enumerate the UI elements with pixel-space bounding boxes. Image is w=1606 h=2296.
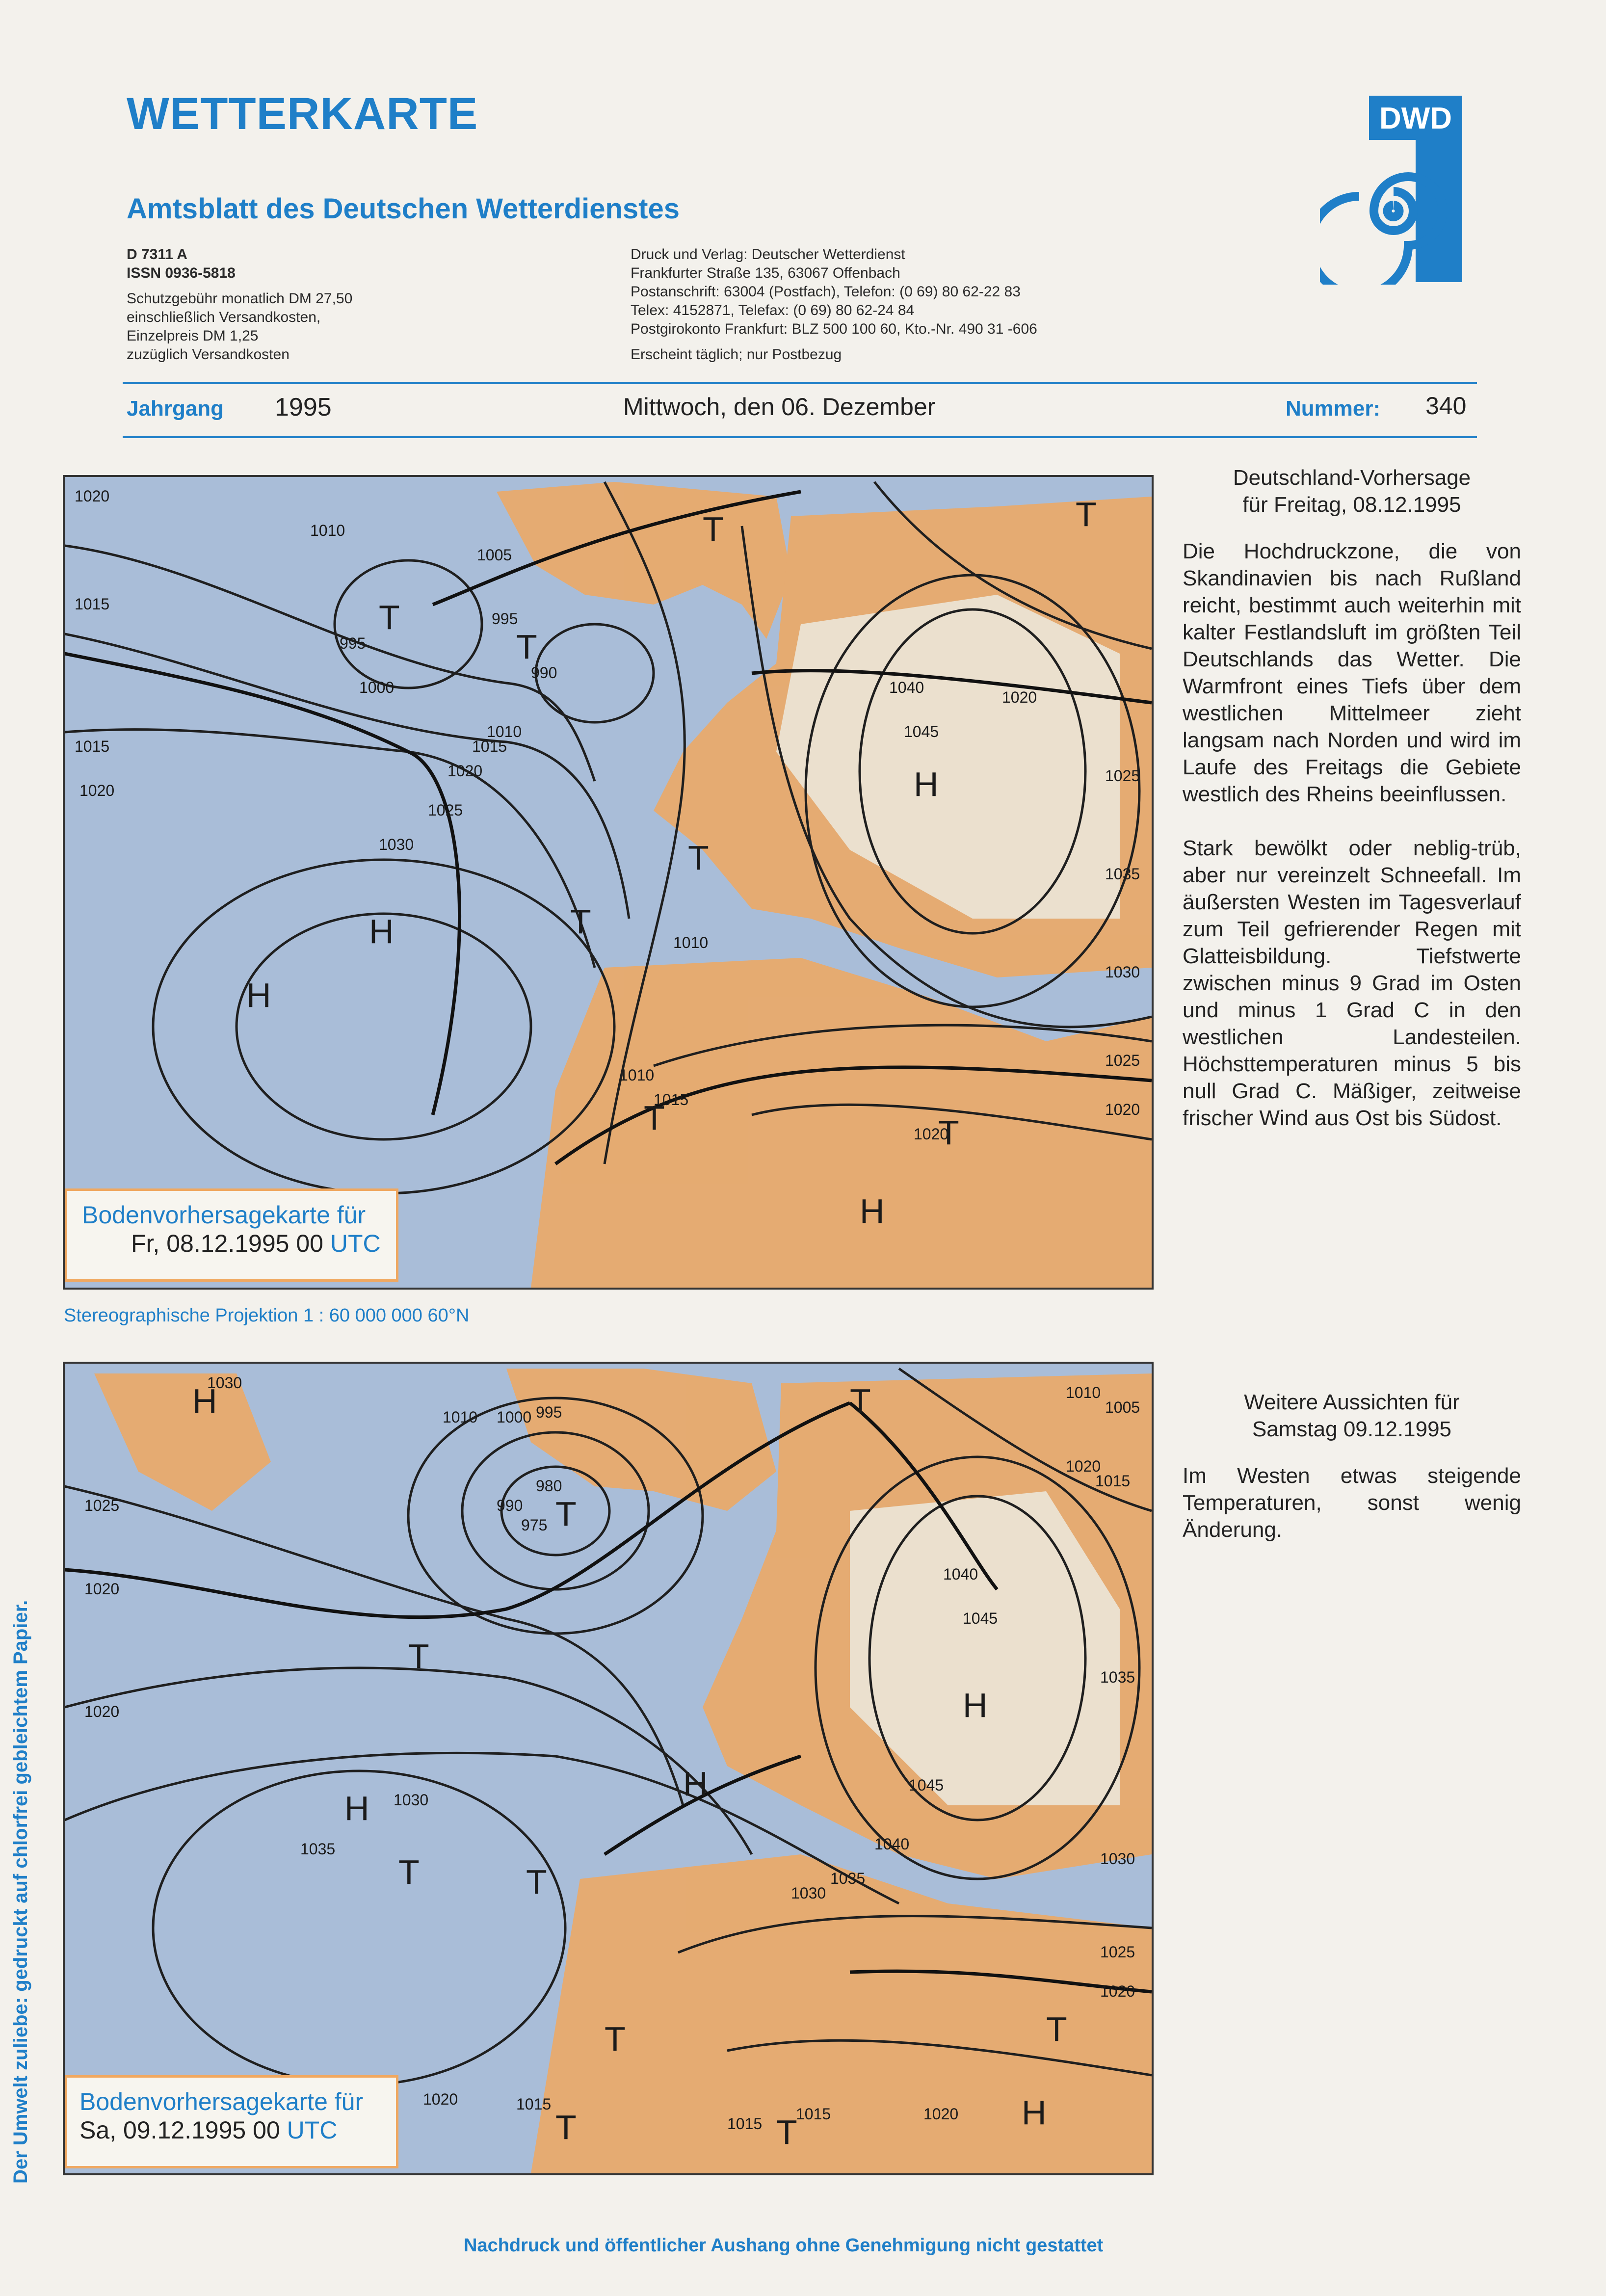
dwd-logo [1320, 88, 1467, 285]
pressure-center-low: T [526, 1863, 547, 1901]
pressure-center-low: T [516, 628, 537, 666]
isobar-label: 1010 [619, 1066, 655, 1084]
isobar-label: 1040 [943, 1565, 978, 1583]
isobar-label: 1005 [1105, 1399, 1140, 1416]
pressure-center-high: H [914, 765, 939, 803]
isobar-label: 1010 [443, 1408, 478, 1426]
map2-caption [65, 2075, 398, 2168]
pressure-center-low: T [938, 1113, 959, 1152]
issue-date: Mittwoch, den 06. Dezember [623, 393, 936, 421]
isobar-1020 [65, 730, 595, 968]
jahrgang-value: 1995 [275, 393, 332, 422]
isobar-label: 1030 [379, 836, 414, 853]
isobar-label: 1000 [497, 1408, 532, 1426]
isobar-1020 [65, 1486, 683, 1805]
pressure-center-low: T [570, 902, 591, 941]
forecast-saturday-paragraph: Im Westen etwas steigende Temperaturen, sonst wenig Änderung. [1183, 1464, 1521, 1542]
isobar-label: 1020 [923, 2105, 959, 2123]
isobar-label: 1030 [394, 1791, 429, 1809]
isobar-label: 1030 [1105, 963, 1140, 981]
isobar-label: 1020 [1066, 1457, 1101, 1475]
isobar-label: 1020 [1002, 688, 1037, 706]
publisher-line: Erscheint täglich; nur Postbezug [631, 346, 842, 363]
pressure-center-low: T [776, 2113, 797, 2151]
isobar-label: 995 [492, 610, 518, 628]
isobar-label: 1015 [654, 1091, 689, 1108]
map1-caption-utc: UTC [330, 1230, 381, 1257]
fee-line: Schutzgebühr monatlich DM 27,50 [127, 290, 353, 307]
isobar-label: 1025 [84, 1497, 120, 1514]
isobar-label: 1005 [477, 546, 512, 564]
isobar-label: 1045 [963, 1610, 998, 1627]
forecast-saturday-heading: Weitere Aussichten für [1244, 1390, 1460, 1414]
publisher-line: Druck und Verlag: Deutscher Wetterdienst [631, 246, 905, 263]
publication-codes [127, 245, 352, 364]
isobar-label: 1015 [75, 738, 110, 755]
copyright-note: Nachdruck und öffentlicher Aushang ohne Genehmigung nicht gestattet [464, 2235, 1104, 2256]
nummer-label: Nummer: [1286, 396, 1381, 421]
pressure-center-high: H [246, 976, 271, 1014]
pressure-center-low: T [703, 510, 724, 548]
isobar-label: 1035 [830, 1870, 866, 1887]
forecast-saturday-date: Samstag 09.12.1995 [1252, 1417, 1452, 1441]
isobar-label: 995 [340, 634, 366, 652]
isobar-label: 975 [521, 1516, 548, 1534]
isobar-label: 1025 [1100, 1943, 1135, 1961]
isobar-label: 1020 [79, 782, 115, 799]
isobar-label: 1020 [423, 2090, 458, 2108]
map1-caption-date: Fr, 08.12.1995 00 [131, 1230, 323, 1257]
isobar-label: 1030 [1100, 1850, 1135, 1868]
pressure-center-high: H [1022, 2093, 1047, 2132]
fee-line: einschließlich Versandkosten, [127, 309, 321, 325]
pressure-center-low: T [1046, 2010, 1067, 2048]
pressure-center-low: T [555, 2108, 577, 2146]
isobar-label: 990 [497, 1497, 523, 1514]
isobar-label: 1035 [300, 1840, 336, 1858]
isobar-label: 1020 [75, 487, 110, 505]
land-greenland [94, 1373, 271, 1511]
isobar-label: 1015 [727, 2115, 763, 2133]
isobar-label: 1035 [1105, 865, 1140, 883]
isobar-label: 1015 [1095, 1472, 1131, 1490]
forecast-friday-date: für Freitag, 08.12.1995 [1242, 493, 1461, 517]
isobar-label: 1025 [1105, 767, 1140, 785]
publisher-line: Postanschrift: 63004 (Postfach), Telefon: (0 69) 80 62-22 83 [631, 284, 1021, 300]
pressure-center-low: T [605, 2020, 626, 2058]
pressure-center-high: H [963, 1686, 988, 1724]
isobar-label: 1020 [914, 1125, 949, 1143]
forecast-friday [1183, 464, 1521, 1159]
map1-caption-line1: Bodenvorhersagekarte für [82, 1201, 366, 1229]
map1-caption [65, 1188, 398, 1282]
pressure-center-low: T [555, 1495, 577, 1533]
isobar-label: 1020 [1105, 1101, 1140, 1118]
isobar-label: 1015 [796, 2105, 831, 2123]
pressure-center-high: H [860, 1192, 885, 1230]
page-title: WETTERKARTE [127, 89, 478, 139]
isobar-label: 1025 [428, 801, 463, 819]
isobar-label: 1045 [909, 1776, 944, 1794]
isobar-label: 995 [536, 1403, 562, 1421]
pressure-center-low: T [688, 839, 709, 877]
isobar-label: 1015 [516, 2095, 552, 2113]
isobar-label: 990 [531, 664, 557, 682]
isobar-label: 1025 [1105, 1052, 1140, 1069]
weather-map-saturday [63, 1362, 1154, 2175]
isobar-1030 [153, 860, 614, 1193]
pressure-center-low: T [1076, 495, 1097, 533]
pressure-center-low: T [850, 1382, 871, 1420]
publisher-line: Telex: 4152871, Telefax: (0 69) 80 62-24 84 [631, 302, 915, 318]
isobar-995 [335, 560, 482, 688]
pressure-center-low: T [379, 598, 400, 636]
forecast-saturday [1183, 1389, 1521, 1570]
pressure-center-high: H [683, 1765, 708, 1803]
isobar-label: 1040 [889, 679, 924, 696]
header-rule-bottom [123, 436, 1477, 438]
pressure-center-high: H [344, 1789, 369, 1827]
fee-line: Einzelpreis DM 1,25 [127, 328, 259, 344]
isobar-label: 1010 [673, 934, 709, 951]
fee-line: zuzüglich Versandkosten [127, 346, 290, 363]
isobar-label: 1020 [84, 1703, 120, 1720]
environment-note: Der Umwelt zuliebe: gedruckt auf chlorfrei gebleichtem Papier. [10, 1600, 31, 2184]
pressure-center-low: T [644, 1099, 665, 1137]
nummer-value: 340 [1425, 392, 1467, 420]
forecast-friday-heading: Deutschland-Vorhersage [1233, 466, 1471, 490]
isobar-label: 1040 [874, 1835, 910, 1853]
isobar-label: 1000 [359, 679, 395, 696]
forecast-friday-paragraph: Stark bewölkt oder neblig-trüb, aber nur vereinzelt Schneefall. Im äußersten Westen im Tagesverlauf zum Teil gefrierender Regen mit Glatteisbildung. Tiefstwerte zwischen minus 9 Grad im Osten und minus 1 Grad C in den westlichen Landesteilen. Höchsttemperaturen minus 5 bis null Grad C. Mäßiger, zeitweise frischer Wind aus Ost bis Südost. [1183, 836, 1521, 1130]
code-d7311: D 7311 A [127, 246, 187, 263]
pressure-center-high: H [192, 1382, 217, 1420]
isobar-label: 1020 [1100, 1982, 1135, 2000]
page-subtitle: Amtsblatt des Deutschen Wetterdienstes [127, 193, 680, 225]
isobar-label: 1030 [207, 1374, 242, 1392]
isobar-label: 1010 [1066, 1384, 1101, 1401]
isobar-label: 1015 [75, 595, 110, 613]
isobar-label: 1045 [904, 723, 939, 740]
projection-note: Stereographische Projektion 1 : 60 000 000 60°N [64, 1305, 470, 1326]
forecast-friday-paragraph: Die Hochdruckzone, die von Skandinavien bis nach Rußland reicht, bestimmt auch weiterhin mit kalter Festlandsluft im größten Teil Deutschlands das Wetter. Die Warmfront eines Tiefs über dem westlichen Mittelmeer zieht langsam nach Norden und wird im Laufe des Freitags die Gebiete westlich des Rheins beeinflussen. [1183, 539, 1521, 806]
publisher-line: Frankfurter Straße 135, 63067 Offenbach [631, 265, 900, 281]
isobar-label: 1010 [487, 723, 522, 740]
jahrgang-label: Jahrgang [127, 396, 224, 421]
pressure-center-low: T [408, 1637, 429, 1675]
publisher-line: Postgirokonto Frankfurt: BLZ 500 100 60, Kto.-Nr. 490 31 -606 [631, 321, 1037, 337]
map-friday-svg [65, 477, 1152, 1288]
isobar-label: 1010 [310, 522, 345, 539]
map-saturday-svg [65, 1364, 1152, 2173]
publisher-info [631, 245, 1037, 364]
isobar-1005 [65, 546, 595, 781]
isobar-label: 1015 [472, 738, 507, 755]
isobar-label: 1030 [791, 1884, 826, 1902]
header-rule-top [123, 382, 1477, 384]
isobar-label: 1035 [1100, 1668, 1135, 1686]
map2-caption-date: Sa, 09.12.1995 00 [79, 2116, 280, 2144]
pressure-center-high: H [369, 912, 394, 950]
isobar-label: 1020 [84, 1580, 120, 1598]
weather-map-friday [63, 475, 1154, 1290]
pressure-center-low: T [398, 1853, 420, 1891]
code-issn: ISSN 0936-5818 [127, 265, 236, 281]
map2-caption-line1: Bodenvorhersagekarte für [79, 2088, 364, 2115]
map2-caption-utc: UTC [287, 2116, 338, 2144]
isobar-label: 980 [536, 1477, 562, 1495]
isobar-label: 1020 [448, 762, 483, 780]
logo-text: DWD [1379, 102, 1452, 135]
